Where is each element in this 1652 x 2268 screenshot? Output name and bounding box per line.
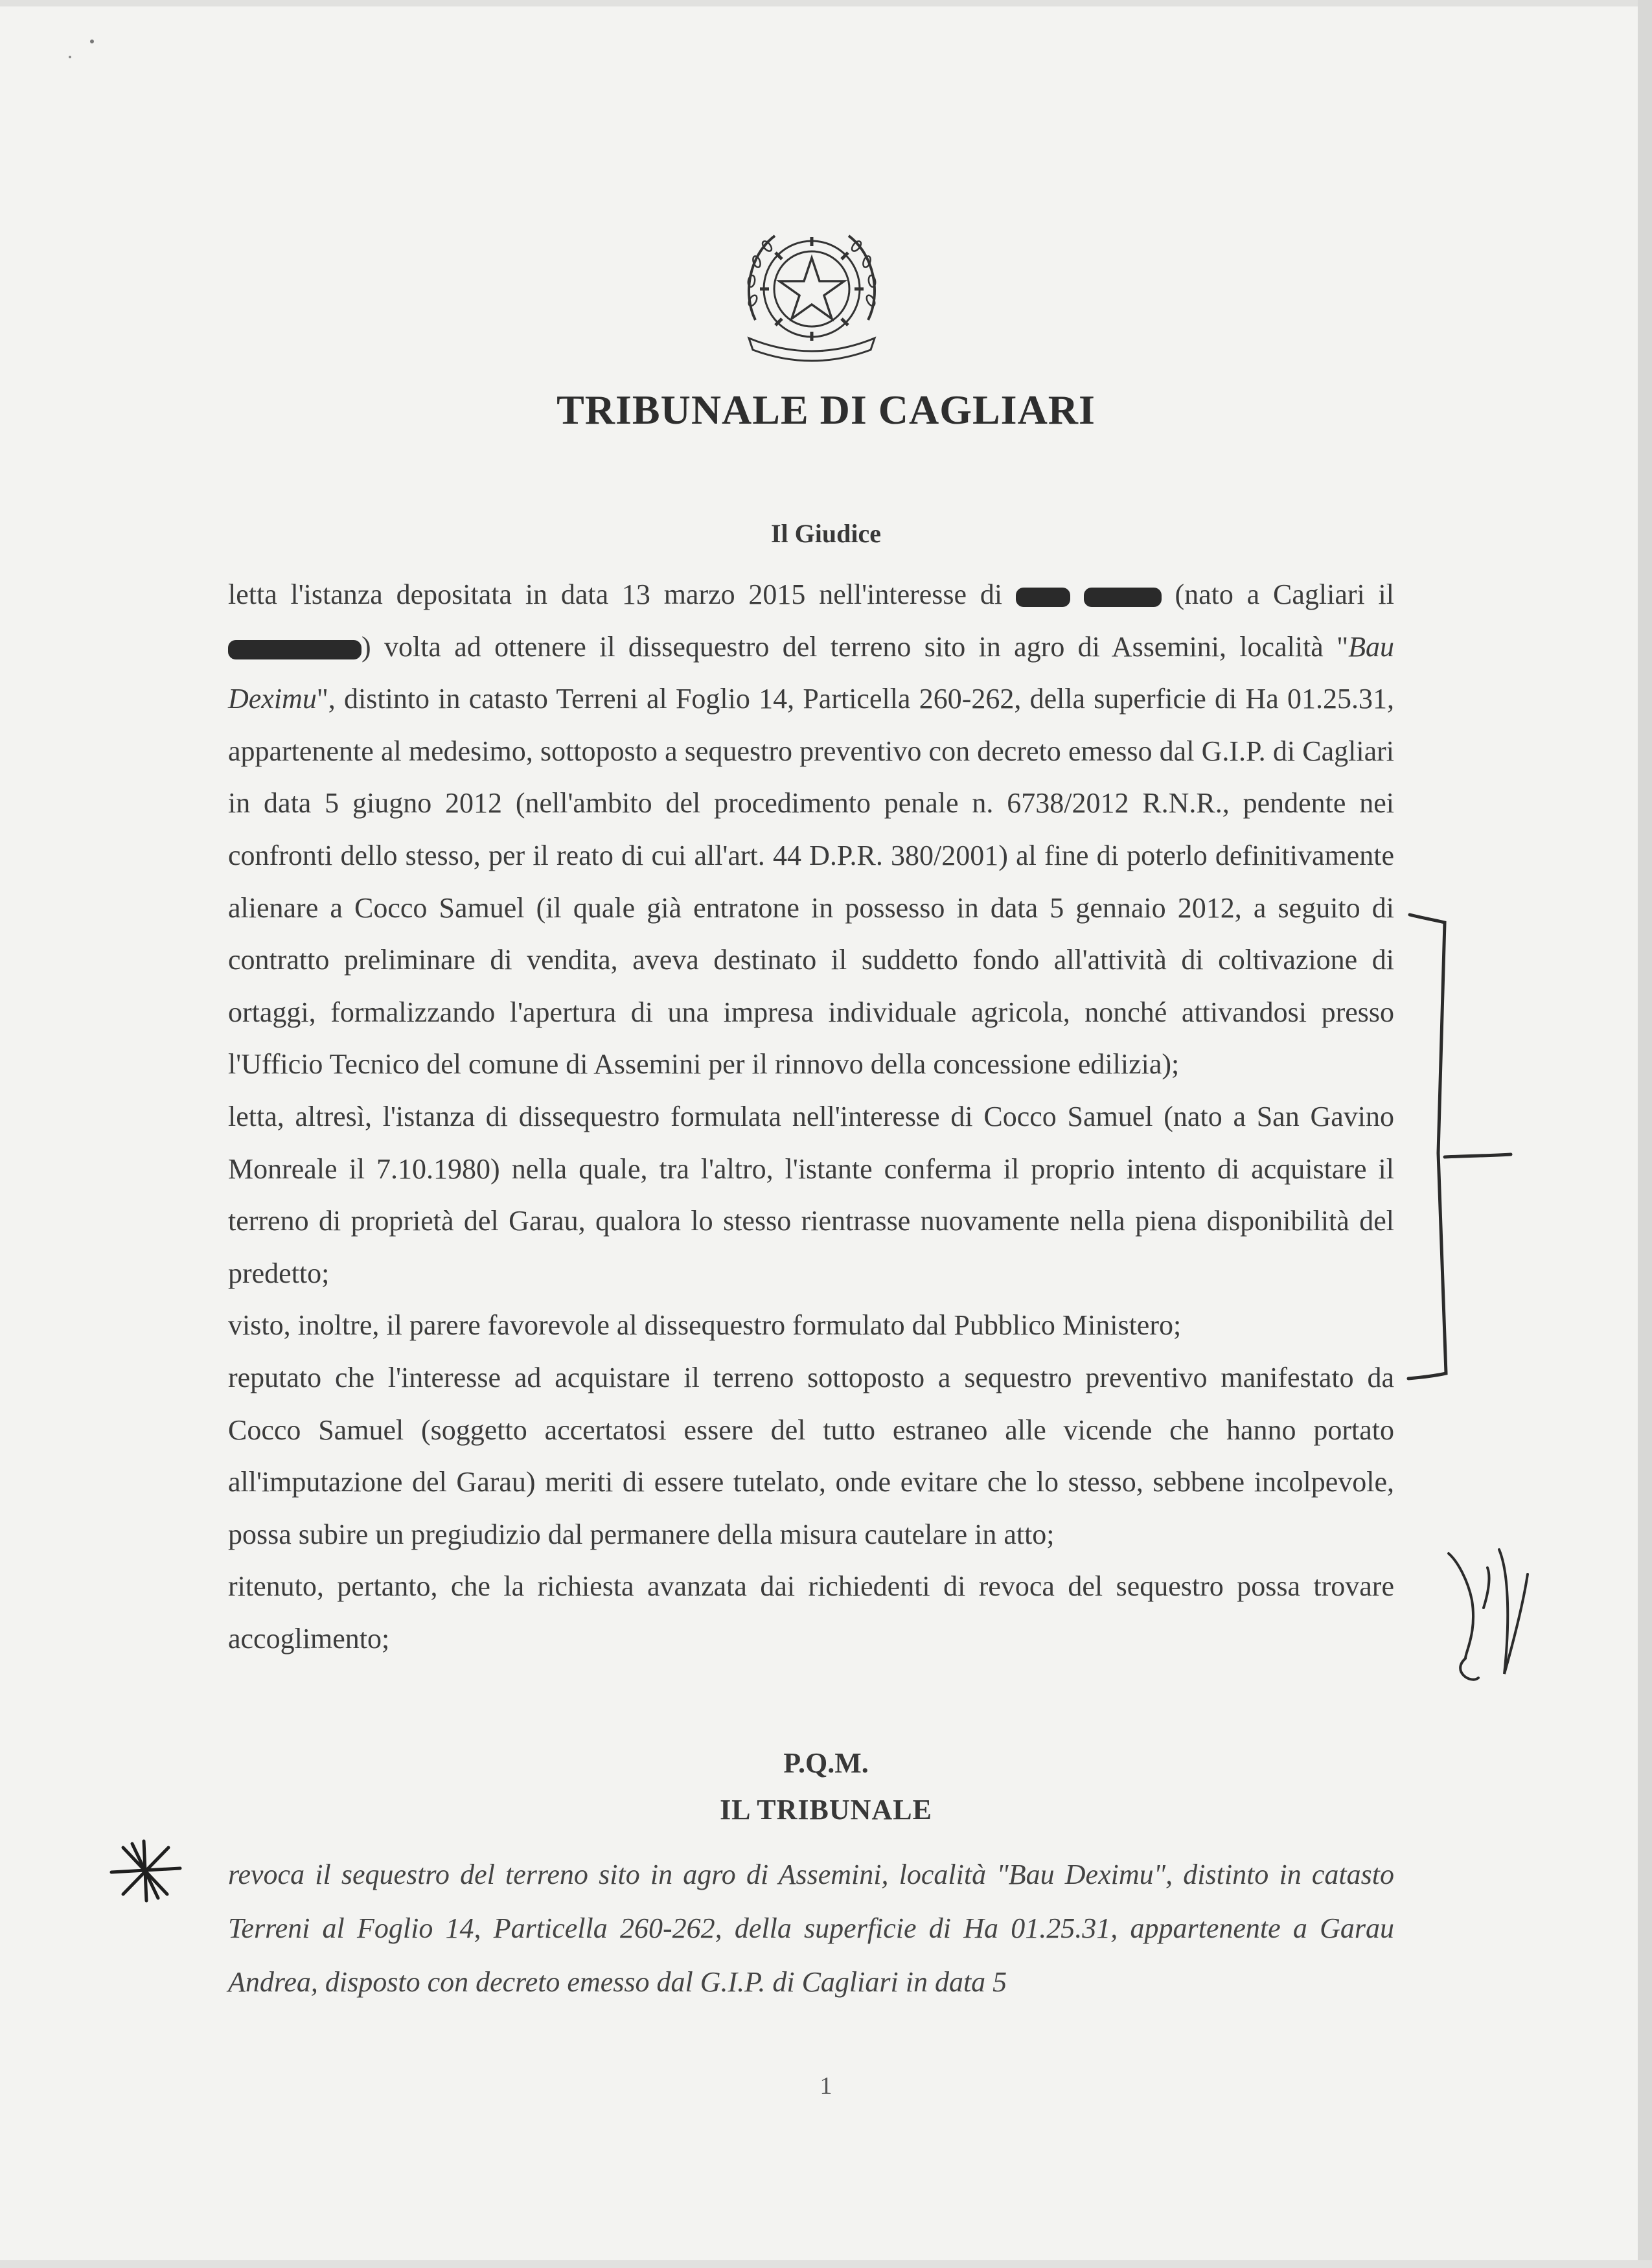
paragraph-4: reputato che l'interesse ad acquistare il terreno sottoposto a sequestro preventivo manifestato da Cocco Samuel (soggetto accertatosi essere del tutto estraneo alle vicende che hanno portato all'imputazione del Garau) meriti di essere tutelato, onde evitare che lo stesso, sebbene incolpevole, possa subire un pregiudizio dal permanere della misura cautelare in atto;	[228, 1361, 1394, 1550]
disposition-text: revoca il sequestro del terreno sito in agro di Assemini, località "Bau Deximu", distinto in catasto Terreni al Foglio 14, Particella 260-262, della superficie di Ha 01.25.31, appartenente a Garau Andrea, disposto con decreto emesso dal G.I.P. di Cagliari in data 5	[228, 1859, 1394, 1998]
redacted-name	[1084, 588, 1162, 607]
paragraph-5: ritenuto, pertanto, che la richiesta avanzata dai richiedenti di revoca del sequestro possa trovare accoglimento;	[228, 1570, 1394, 1655]
scan-edge-top	[0, 0, 1652, 6]
handwritten-signature-icon	[1449, 1550, 1528, 1680]
page-number: 1	[820, 2072, 832, 2100]
redacted-surname	[1016, 588, 1070, 607]
pqm-heading: P.Q.M.	[783, 1747, 869, 1779]
scan-edge-right	[1638, 0, 1652, 2268]
p1-part-a: letta l'istanza depositata in data 13 marzo 2015 nell'interesse di	[228, 578, 1003, 610]
scan-edge-bottom	[0, 2260, 1652, 2268]
paragraph-2: letta, altresì, l'istanza di dissequestro formulata nell'interesse di Cocco Samuel (nato a San Gavino Monreale il 7.10.1980) nella quale, tra l'altro, l'istante conferma il proprio intento di acquistare il terreno di proprietà del Garau, qualora lo stesso rientrasse nuovamente nella piena disponibilità del predetto;	[228, 1100, 1394, 1289]
p1-part-c: ) volta ad ottenere il dissequestro del terreno sito in agro di Assemini, località "	[361, 630, 1349, 663]
judge-heading: Il Giudice	[770, 519, 882, 548]
document-body	[228, 569, 1394, 1665]
paragraph-1	[228, 569, 1394, 1091]
p1-part-b: (nato a Cagliari il	[1175, 578, 1394, 610]
court-title: TRIBUNALE DI CAGLIARI	[556, 387, 1096, 433]
hand-drawn-asterisk-icon	[111, 1841, 180, 1901]
locality-name: Bau Deximu	[228, 630, 1394, 715]
p1-part-e: ", distinto in catasto Terreni al Foglio 14, Particella 260-262, della superficie di Ha 01.25.31, appartenente al medesimo, sottoposto a sequestro preventivo con decreto emesso dal G.I.P. di Cagliari in data 5 giugno 2012 (nell'ambito del procedimento penale n. 6738/2012 R.N.R., pendente nei confronti dello stesso, per il reato di cui all'art. 44 D.P.R. 380/2001) al fine di poterlo definitivamente alienare a Cocco Samuel (il quale già entratone in possesso in data 5 gennaio 2012, a seguito di contratto preliminare di vendita, aveva destinato il suddetto fondo all'attività di coltivazione di ortaggi, formalizzando l'apertura di una impresa individuale agricola, nonché attivandosi presso l'Ufficio Tecnico del comune di Assemini per il rinnovo della concessione edilizia);	[228, 683, 1394, 1081]
redacted-birthdate	[228, 640, 361, 659]
tribunale-heading: IL TRIBUNALE	[720, 1794, 932, 1826]
italian-republic-emblem-icon	[729, 216, 894, 368]
hand-drawn-bracket-icon	[1408, 915, 1511, 1379]
paragraph-3: visto, inoltre, il parere favorevole al dissequestro formulato dal Pubblico Ministero;	[228, 1309, 1182, 1342]
